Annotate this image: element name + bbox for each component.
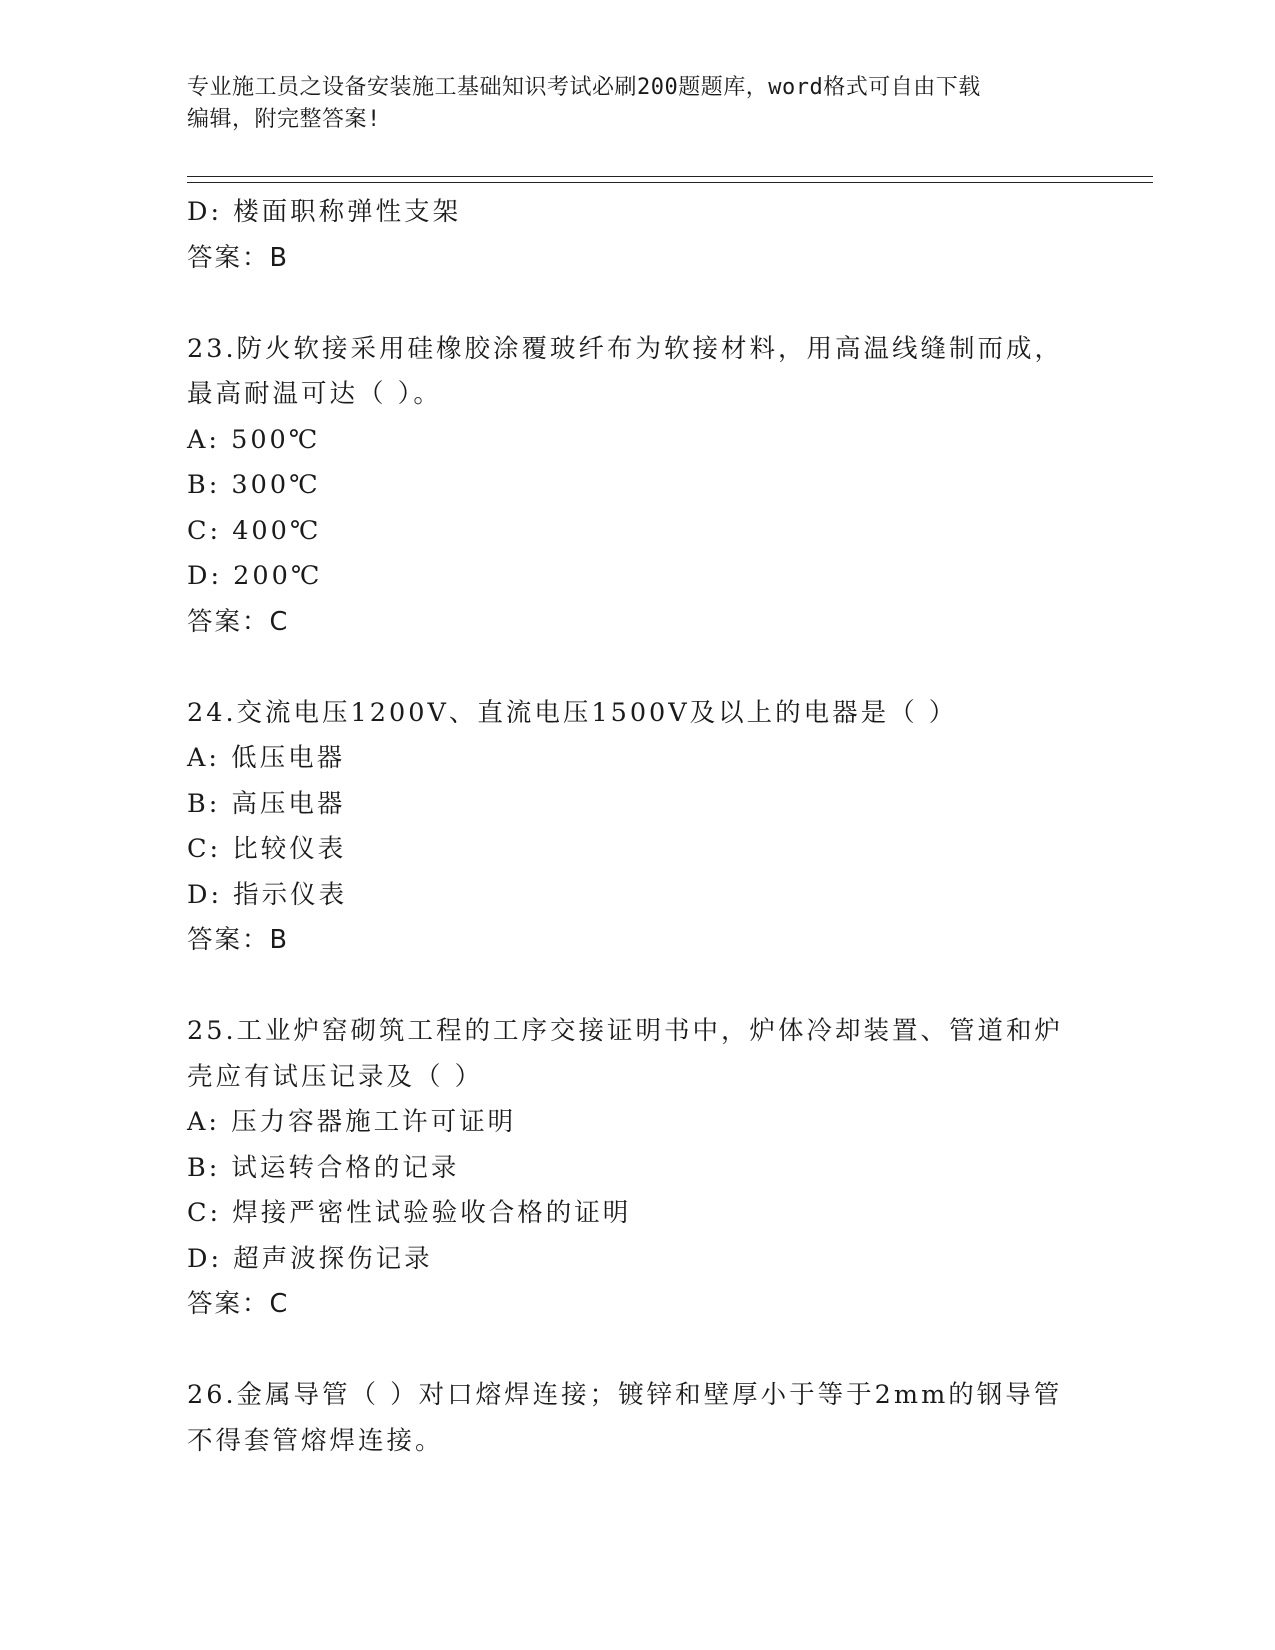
option-b: B: 300℃ (187, 470, 321, 500)
option-c: C: 焊接严密性试验验收合格的证明 (187, 1198, 632, 1228)
option-a: A: 500℃ (187, 424, 321, 455)
option-d: D: 指示仪表 (187, 879, 348, 910)
question-stem-line: 24.交流电压1200V、直流电压1500V及以上的电器是（ ） (187, 697, 958, 728)
spacer (187, 645, 1087, 691)
option-a: A: 压力容器施工许可证明 (187, 1107, 517, 1137)
header-divider-top (187, 176, 1153, 177)
answer: 答案：C (187, 1289, 290, 1319)
question-stem-line: 25.工业炉窑砌筑工程的工序交接证明书中，炉体冷却装置、管道和炉 (187, 1016, 1064, 1046)
answer: 答案：B (187, 925, 289, 955)
option-a: A: 低压电器 (187, 743, 346, 773)
option-b: B: 试运转合格的记录 (187, 1152, 460, 1183)
spacer (187, 281, 1087, 327)
question-25 (187, 1009, 1087, 1328)
question-26 (187, 1373, 1087, 1464)
option-c: C: 400℃ (187, 515, 322, 546)
question-24 (187, 691, 1087, 964)
option-c: C: 比较仪表 (187, 834, 347, 864)
prev-option-d: D: 楼面职称弹性支架 (187, 197, 462, 227)
header-divider-bottom (187, 182, 1153, 183)
option-d: D: 超声波探伤记录 (187, 1243, 433, 1274)
option-b: B: 高压电器 (187, 788, 346, 819)
document-header (187, 72, 1087, 136)
spacer (187, 964, 1087, 1010)
spacer (187, 1328, 1087, 1374)
header-line-2: 编辑，附完整答案! (187, 107, 381, 132)
question-stem-line: 不得套管熔焊连接。 (187, 1425, 444, 1456)
question-stem-line: 26.金属导管（ ）对口熔焊连接；镀锌和壁厚小于等于2mm的钢导管 (187, 1380, 1063, 1410)
header-line-1: 专业施工员之设备安装施工基础知识考试必刷200题题库，word格式可自由下载 (187, 75, 981, 100)
question-stem-line: 23.防火软接采用硅橡胶涂覆玻纤布为软接材料，用高温线缝制而成， (187, 333, 1064, 364)
answer: 答案：C (187, 606, 290, 637)
question-stem-line: 最高耐温可达（ ）。 (187, 379, 442, 409)
question-stem-line: 壳应有试压记录及（ ） (187, 1061, 484, 1092)
option-d: D: 200℃ (187, 561, 323, 591)
prev-answer: 答案：B (187, 242, 289, 273)
question-23 (187, 327, 1087, 646)
question-content (187, 190, 1087, 1464)
